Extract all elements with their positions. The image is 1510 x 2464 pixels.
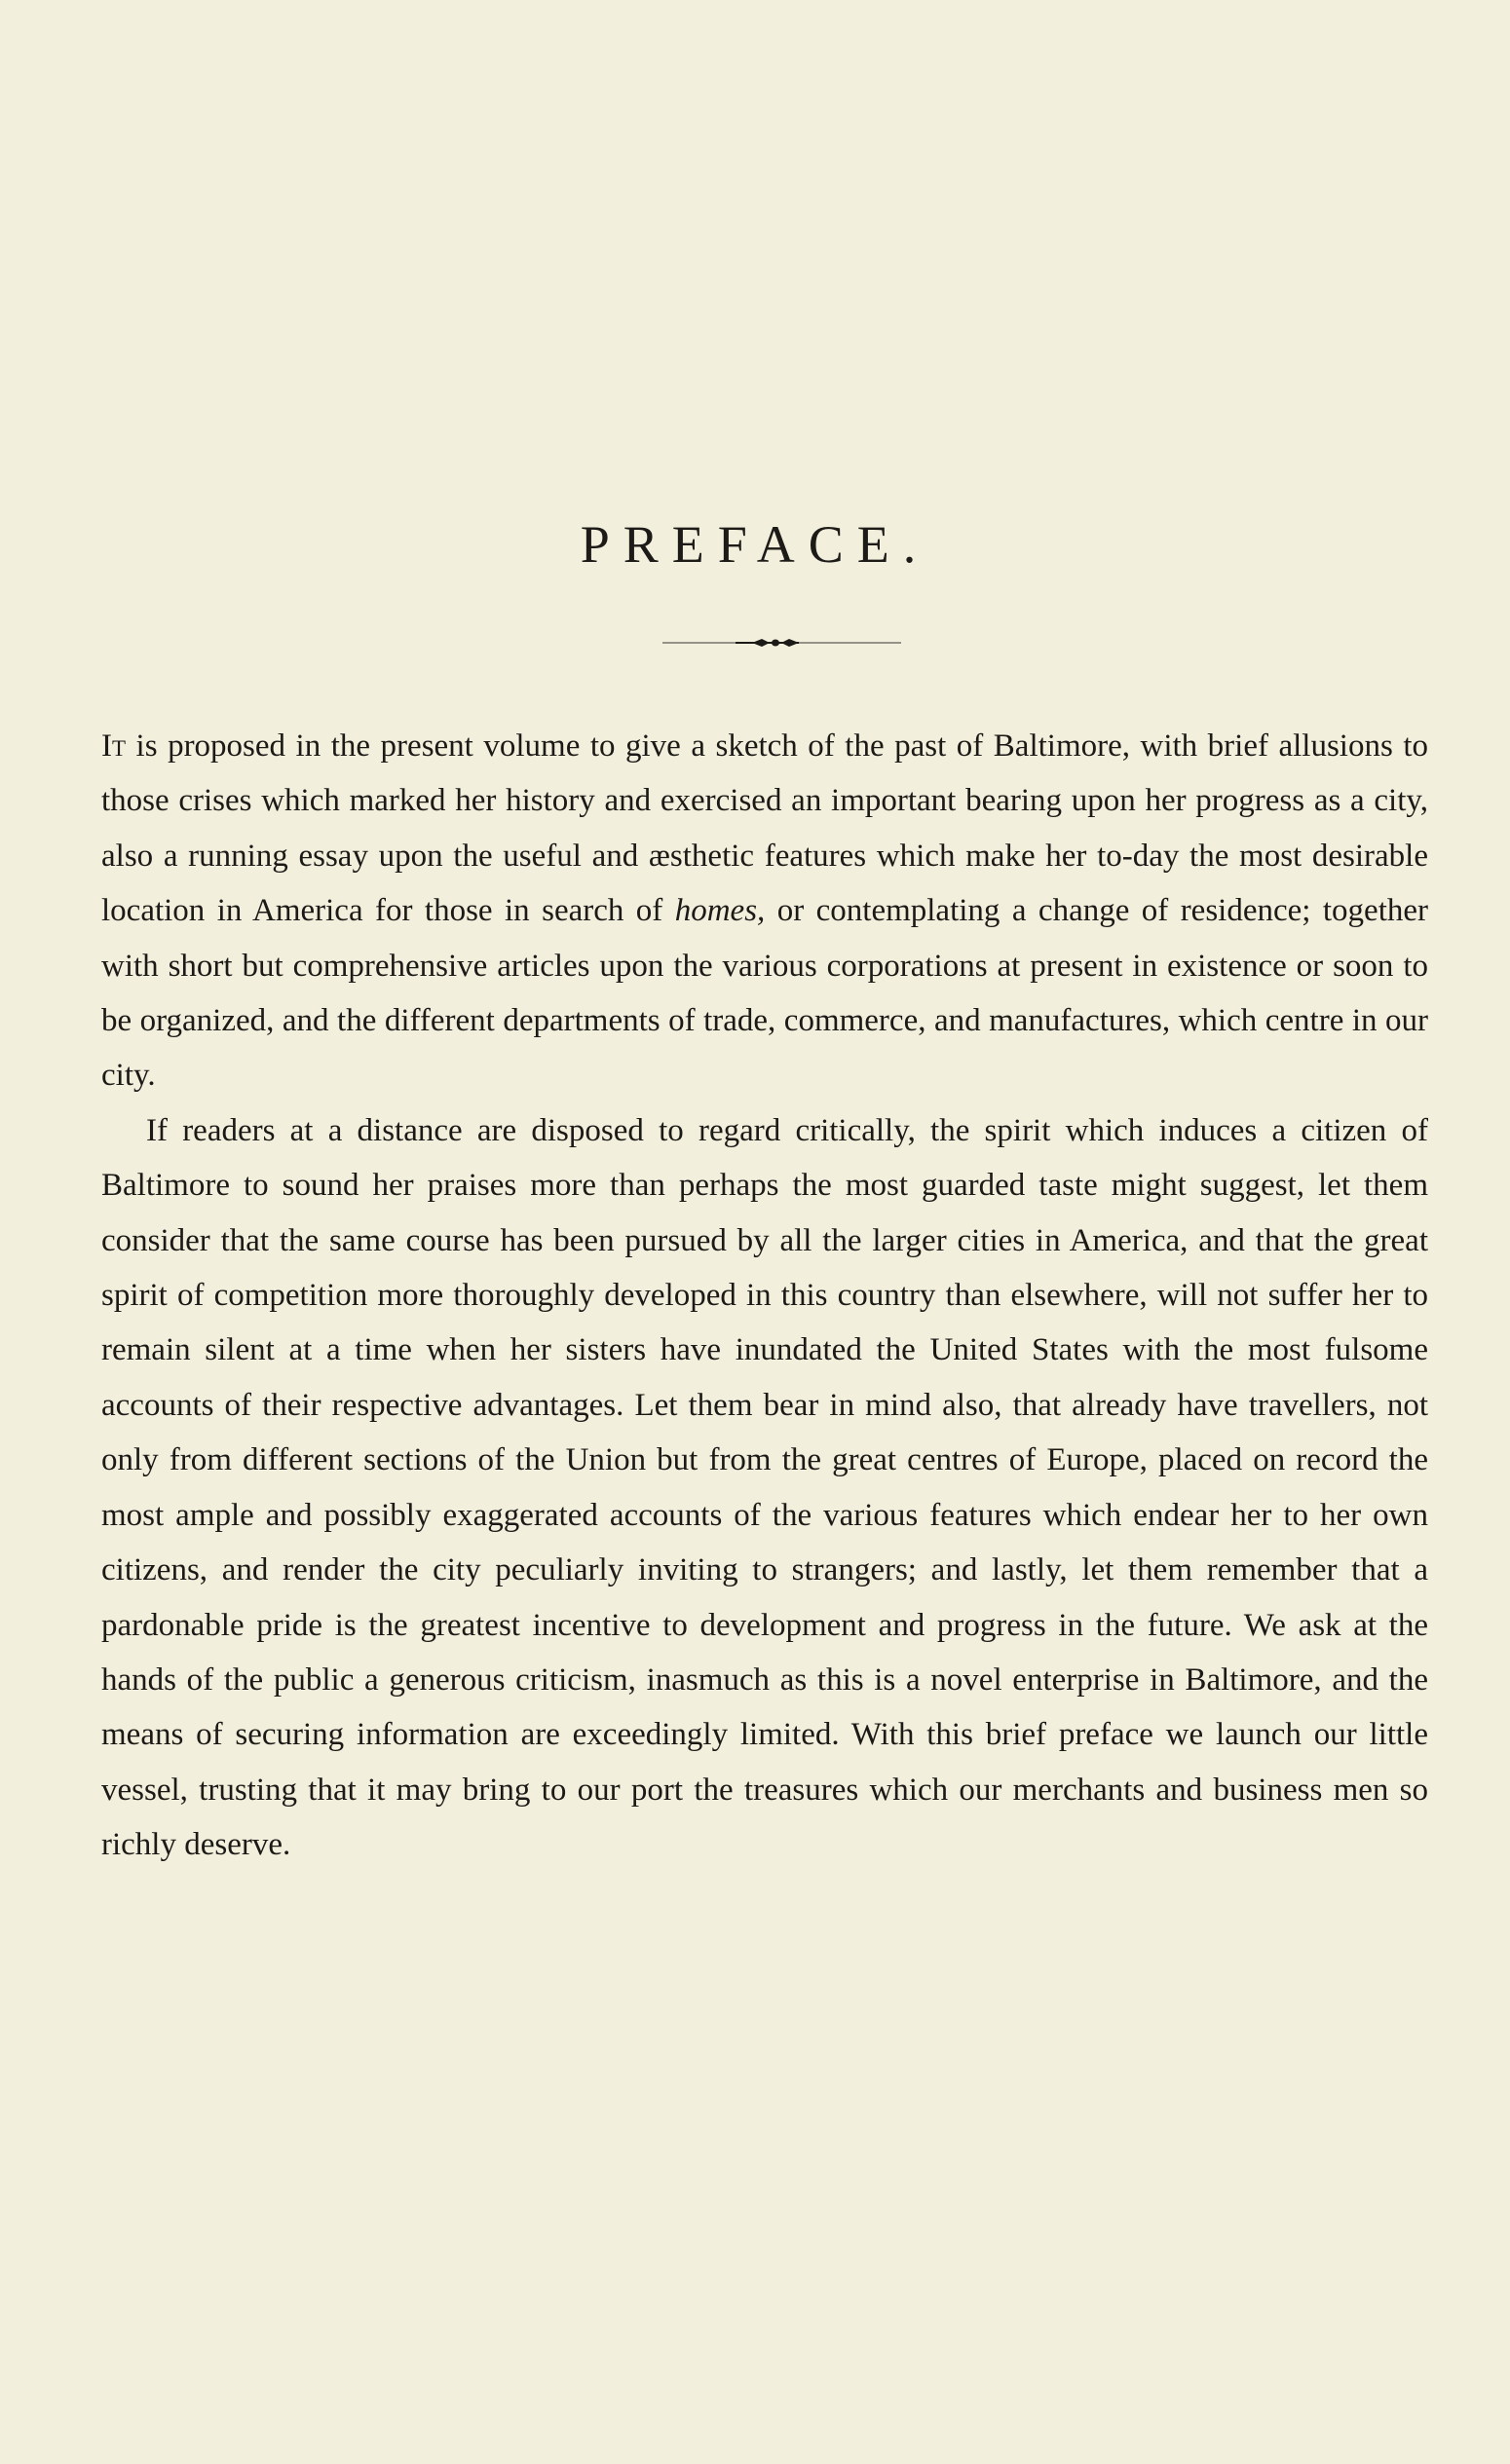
paragraph-lead: It — [101, 728, 127, 764]
paragraph-1-text-a: is proposed in the present volume to give a sketch of the past of Baltimore, with brief allusions to those crises which marked her history and exercised an important bearing upon her progress as a city, also a running essay upon the useful and æsthetic features which make her to-day the most desirable location in America for those in search of — [101, 728, 1428, 929]
paragraph-2: If readers at a distance are disposed to regard critically, the spirit which induces a citizen of Baltimore to sound her praises more than perhaps the most guarded taste might suggest, let them consider that the same course has been pursued by all the larger cities in America, and that the great spirit of competition more thoroughly developed in this country than elsewhere, will not suffer her to remain silent at a time when her sisters have inundated the United States with the most fulsome accounts of their respective advantages. Let them bear in mind also, that already have travellers, not only from different sections of the Union but from the great centres of Europe, placed on record the most ample and possibly exaggerated accounts of the various features which endear her to her own citizens, and render the city peculiarly inviting to strangers; and lastly, let them remember that a pardonable pride is the greatest incentive to development and progress in the future. We ask at the hands of the public a generous criticism, inasmuch as this is a novel enterprise in Baltimore, and the means of securing information are exceedingly limited. With this brief preface we launch our little vessel, trusting that it may bring to our port the treasures which our merchants and business men so richly deserve. — [101, 1112, 1428, 1863]
rule-with-center-ornament-icon — [662, 633, 901, 653]
paragraph-1 — [101, 719, 1428, 1103]
preface-body — [101, 719, 1428, 1873]
paragraph-1-text-b: or contemplating a change of residence; together with short but comprehensive articles upon the various corporations at present in existence or soon to be organized, and the different departments of trade, commerce, and manufactures, which centre in our city. — [101, 893, 1428, 1094]
paragraph-1-italic: homes, — [674, 893, 766, 929]
page-title: PREFACE. — [580, 515, 930, 574]
